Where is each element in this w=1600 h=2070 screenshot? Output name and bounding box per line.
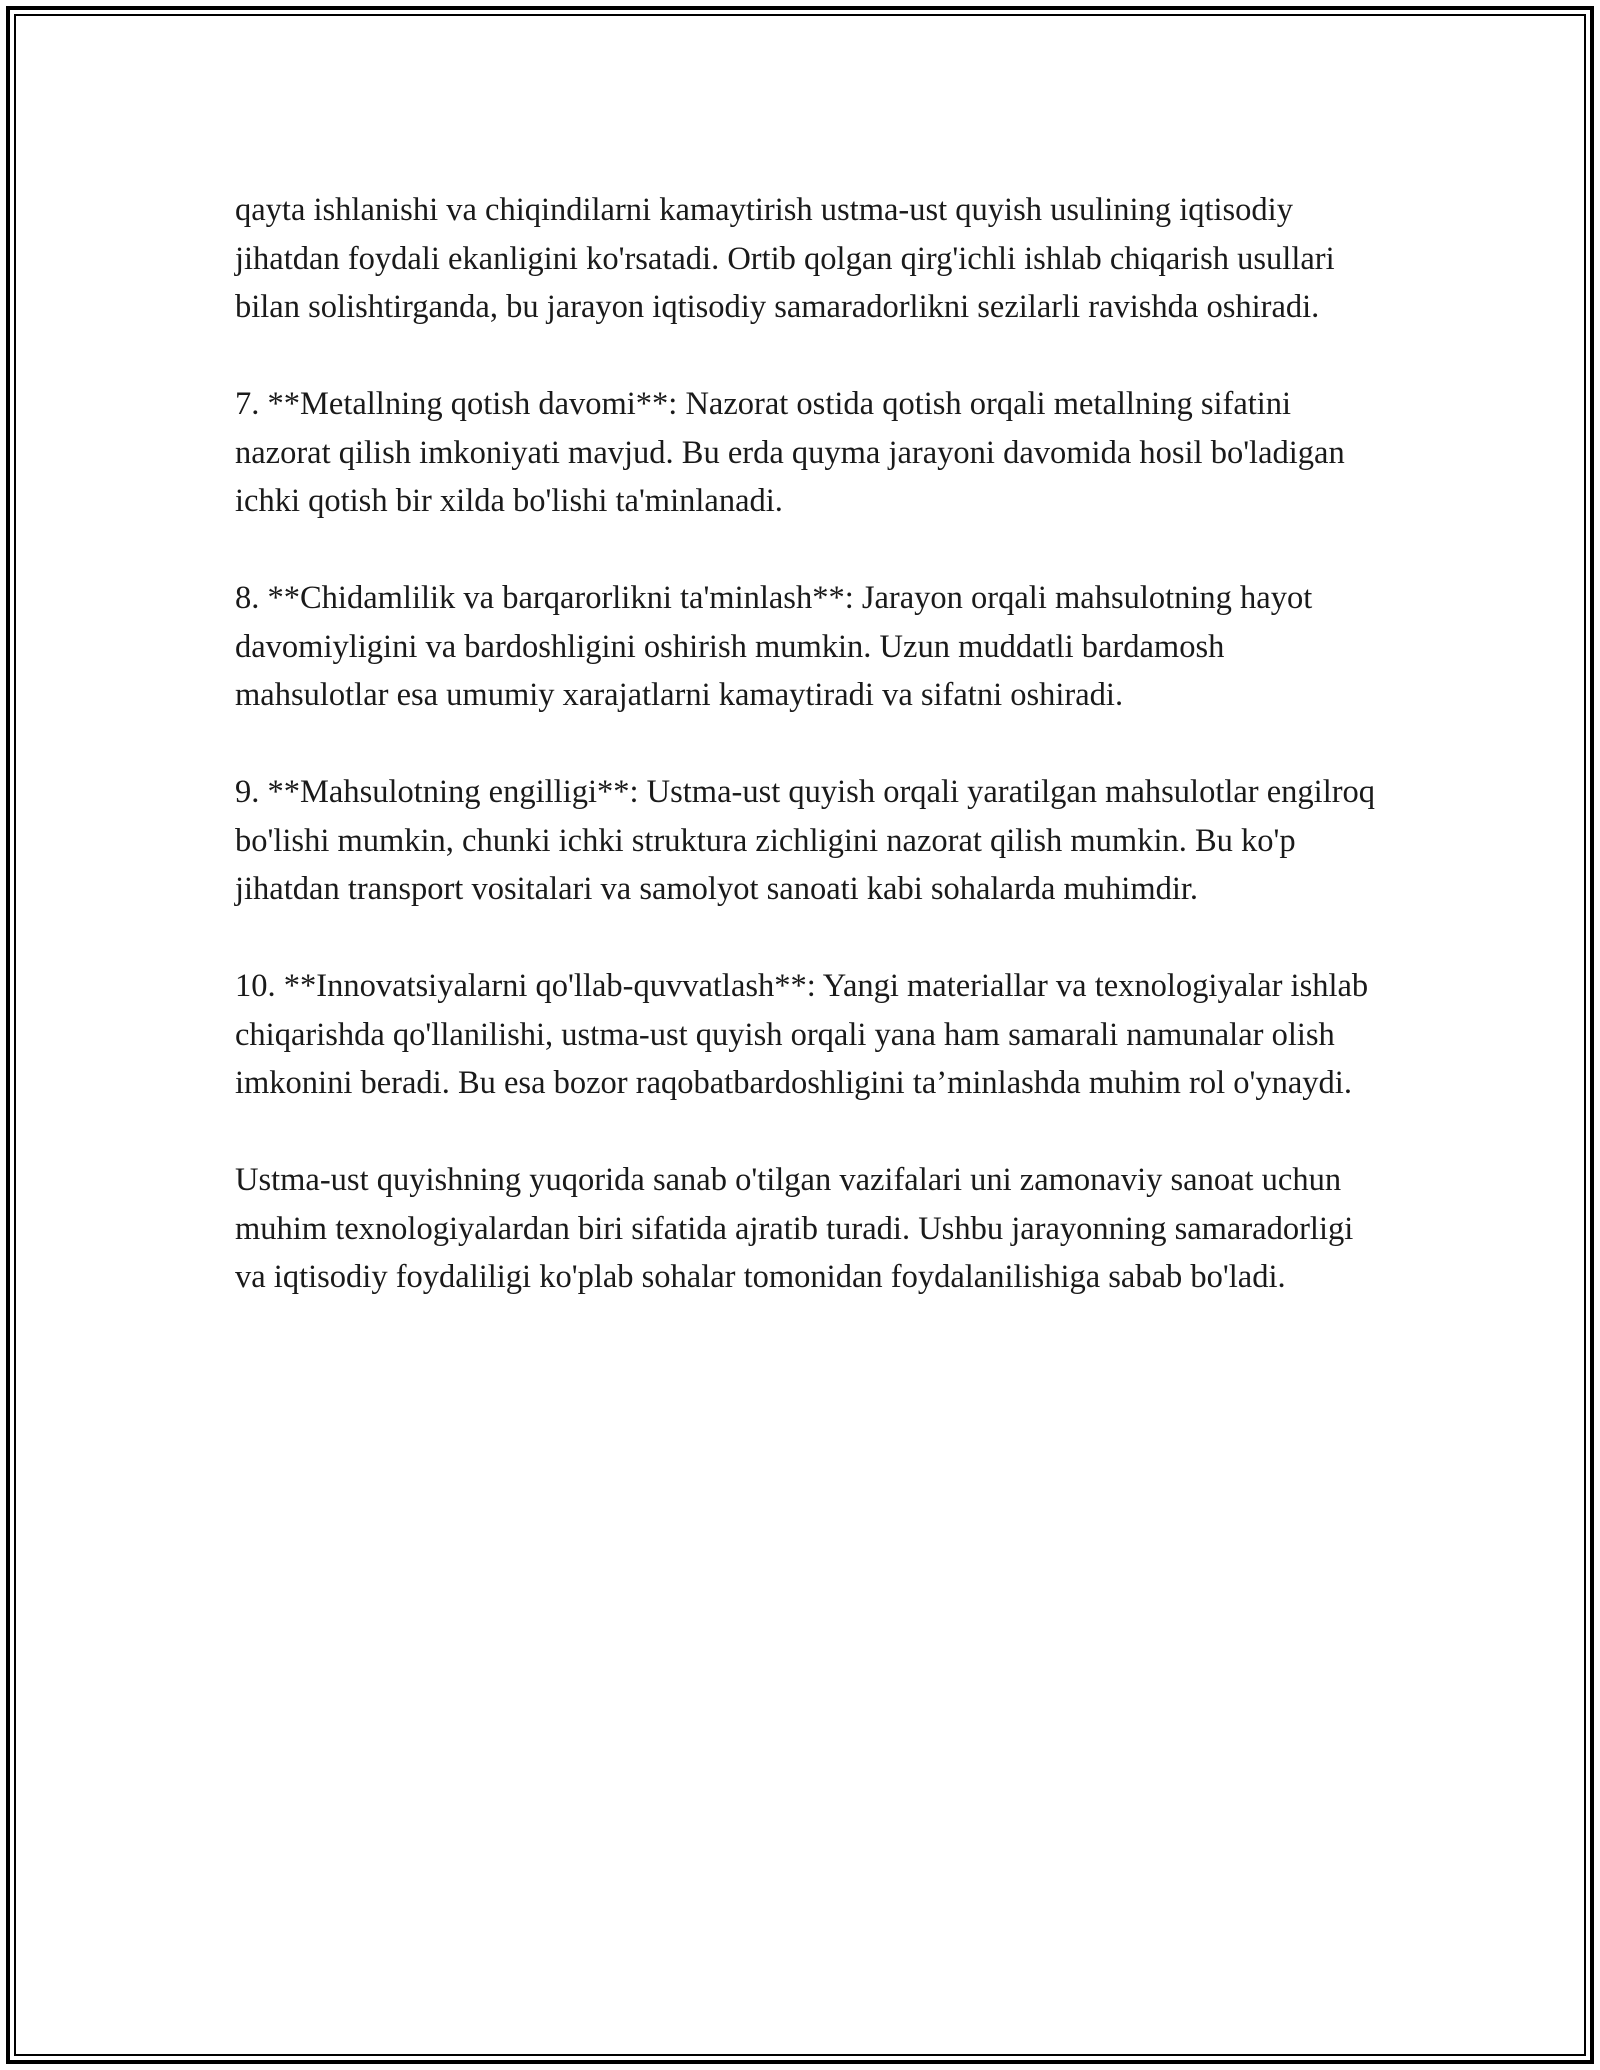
paragraph-item-7: 7. **Metallning qotish davomi**: Nazorat ostida qotish orqali metallning sifatini nazorat qilish imkoniyati mavjud. Bu erda quyma jarayoni davomida hosil bo'ladigan ichki qotish bir xilda bo'lishi ta'minlanadi.: [235, 386, 1345, 519]
paragraph-item-9: 9. **Mahsulotning engilligi**: Ustma-ust quyish orqali yaratilgan mahsulotlar engilroq bo'lishi mumkin, chunki ichki struktura zichligini nazorat qilish mumkin. Bu ko'p jihatdan transport vositalari va samolyot sanoati kabi sohalarda muhimdir.: [235, 774, 1376, 907]
paragraph-item-10: 10. **Innovatsiyalarni qo'llab-quvvatlash**: Yangi materiallar va texnologiyalar ishlab chiqarishda qo'llanilishi, ustma-ust quyish orqali yana ham samarali namunalar olish imkonini beradi. Bu esa bozor raqobatbardoshligini ta’minlashda muhim rol o'ynaydi.: [235, 968, 1369, 1101]
document-body: [235, 186, 1380, 1350]
paragraph-conclusion: Ustma-ust quyishning yuqorida sanab o'tilgan vazifalari uni zamonaviy sanoat uchun muhim texnologiyalardan biri sifatida ajratib turadi. Ushbu jarayonning samaradorligi va iqtisodiy foydaliligi ko'plab sohalar tomonidan foydalanilishiga sabab bo'ladi.: [235, 1162, 1354, 1295]
paragraph-intro-continuation: qayta ishlanishi va chiqindilarni kamaytirish ustma-ust quyish usulining iqtisodiy jihatdan foydali ekanligini ko'rsatadi. Ortib qolgan qirg'ichli ishlab chiqarish usullari bilan solishtirganda, bu jarayon iqtisodiy samaradorlikni sezilarli ravishda oshiradi.: [235, 192, 1335, 325]
paragraph-item-8: 8. **Chidamlilik va barqarorlikni ta'minlash**: Jarayon orqali mahsulotning hayot davomiyligini va bardoshligini oshirish mumkin. Uzun muddatli bardamosh mahsulotlar esa umumiy xarajatlarni kamaytiradi va sifatni oshiradi.: [235, 580, 1313, 713]
